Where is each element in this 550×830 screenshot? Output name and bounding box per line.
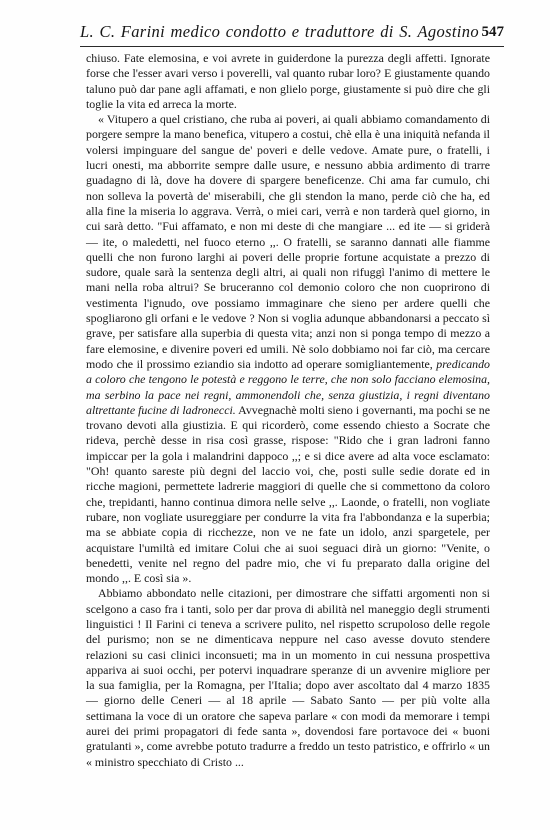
paragraph-1: chiuso. Fate elemosina, e voi avrete in guiderdone la purezza degli affetti. Ignorate forse che l'esser avari verso i poverelli, val quanto rubar loro? E giustamente quando taluno può dar pane agli affamati, e non glielo porge, giustamente si può dire che gli toglie la vita ed arreca la morte.: [86, 51, 490, 111]
header-title: L. C. Farini medico condotto e traduttore di S. Agostino: [80, 22, 479, 41]
paragraph-2-part-b: Avvegnachè molti sieno i governanti, ma pochi se ne trovano devoti alla giustizia. E qui ricorderò, come essendo chiesto a Socrate che rideva, perchè desse in risa così grasse, rispose: "Rido che i gran ladroni fanno impiccar per la gola i malandrini dappoco ,,; e si dice avere ad alta voce esclamato: "Oh! quanto sareste più degni del laccio voi, che, posti sulle sedie dorate ed in ricche magioni, permettete ladrerie maggiori di quelle che si commettono da coloro che, trepidanti, hanno continua dimora nelle selve ,,. Laonde, o fratelli, non vogliate rubare, non vogliate usureggiare per condurre la vita fra l'abbondanza e la superbia; ma se abbiate copia di ricchezze, non ve ne fate un idolo, anzi spargetele, per acquistare l'umiltà ed imitare Colui che ai suoi seguaci dirà un giorno: "Venite, o benedetti, venite nel regno del padre mio, che vi fu preparato dalla origine del mondo ,,. E così sia ».: [86, 402, 490, 586]
paragraph-2: [86, 112, 490, 586]
paragraph-2-part-a: « Vitupero a quel cristiano, che ruba ai poveri, ai quali abbiamo comandamento di porgere sempre la mano benefica, vitupero a costui, chè ella è una iniquità nefanda il volersi impinguare del sangue de' poveri e delle vedove. Amate pure, o fratelli, i lucri onesti, ma abborrite sempre dalle usure, e nessuno abbia ardimento di trarre guadagno di là, dove ha dovere di spargere beneficenze. Chi ama far cumulo, chi non solleva la povertà de' miserabili, che gli stendon la mano, perde ciò che ha, ed alla fine la miseria lo aggrava. Verrà, o miei cari, verrà e non tarderà quel giorno, in cui sarà detto. "Fui affamato, e non mi deste di che mangiare ... ed ite — si griderà — ite, o maledetti, nel fuoco eterno ,,. O fratelli, se saranno dannati alle fiamme quelli che non furono larghi ai poveri delle proprie fortune acquistate a prezzo di sudore, quale sarà la sentenza degli altri, ai quali non rifuggì l'animo di mettere le mani nella roba altrui? Se bruceranno col demonio coloro che non cuoprirono di vestimenta l'ignudo, ove possiamo immaginare che sieno per ardere quelli che spogliarono gli orfani e le vedove ? Non si voglia adunque abbandonarsi a peccato sì grave, per satisfare alla superbia di questa vita; anzi non si ponga tempo di mezzo a fare elemosine, e divenire poveri ed umili. Nè solo dobbiamo noi far ciò, ma cercare modo che il prossimo eziandio sia indotto ad operare somigliantemente,: [86, 112, 490, 371]
running-header: [80, 22, 504, 42]
paragraph-3: Abbiamo abbondato nelle citazioni, per dimostrare che siffatti argomenti non si scelgono a caso fra i tanti, solo per dar prova di abilità nel maneggio degli strumenti linguistici ! Il Farini ci teneva a scrivere pulito, nel rispetto scrupoloso delle regole del purismo; non se ne dimenticava neppure nel caso avesse dovuto stendere relazioni su casi clinici inconsueti; ma in un momento in cui nessuna prospettiva appariva ai suoi occhi, per potervi inquadrare speranze di un avvenire migliore per la sua famiglia, per la Romagna, per l'Italia; dopo aver ascoltato dal 4 marzo 1835 — giorno delle Ceneri — al 18 aprile — Sabato Santo — per più volte alla settimana la voce di un oratore che sapeva parlare « con modi da memorare i tempi aurei dei primi propagatori di fede santa », dovendosi fare portavoce dei « buoni gratulanti », come avrebbe potuto tradurre a freddo un testo patristico, e offrirlo « un « ministro specchiato di Cristo ...: [86, 586, 490, 769]
header-rule: [80, 46, 504, 47]
paragraph-2-italic: predicando a coloro che tengono le potestà e reggono le terre, che non solo facciano elemosina, ma serbino la pace nei regni, ammonendoli che, senza giustizia, i regni diventano altrettante fucine di ladronecci.: [86, 356, 490, 417]
page-number: 547: [481, 24, 504, 40]
body-text: [86, 51, 490, 770]
